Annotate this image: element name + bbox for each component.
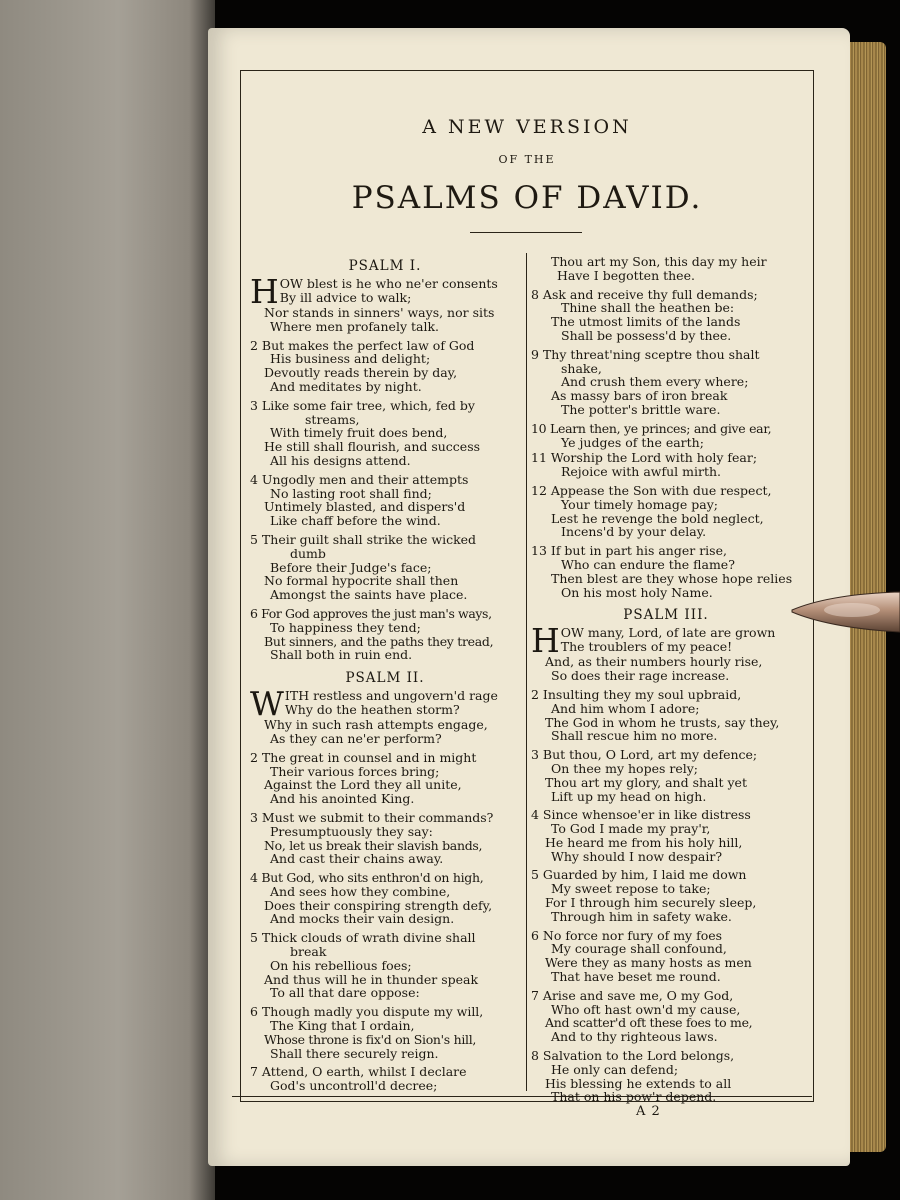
left-column [250, 255, 520, 1098]
verse-line: And, as their numbers hourly rise, [545, 654, 763, 670]
verse-line: Ye judges of the earth; [561, 434, 704, 450]
verse-line: To God I made my pray'r, [551, 821, 711, 837]
verse [531, 451, 801, 479]
verse-line: Amongst the saints have place. [270, 587, 468, 603]
verse-line: So does their rage increase. [551, 668, 730, 684]
verse [531, 1049, 801, 1104]
verse-line: 3 But thou, O Lord, art my defence; [531, 747, 758, 763]
verse-line: ITH restless and ungovern'd rage [284, 688, 498, 704]
verse-line: 10 Learn then, ye princes; and give ear, [531, 420, 772, 436]
verse-line: Where men profanely talk. [270, 318, 440, 334]
verse-line: Against the Lord they all unite, [264, 777, 462, 793]
drop-cap: H [531, 621, 560, 661]
verse-line: The utmost limits of the lands [551, 314, 741, 330]
verse [250, 533, 520, 602]
verse-line: My sweet repose to take; [551, 881, 711, 897]
verse-line: 8 Ask and receive thy full demands; [531, 286, 758, 302]
verse [531, 544, 801, 599]
verse-line: The King that I ordain, [270, 1018, 415, 1034]
verse-line: Before their Judge's face; [270, 559, 432, 575]
verse-line: 6 For God approves the just man's ways, [250, 605, 492, 621]
verse-line: OW many, Lord, of late are grown [560, 625, 776, 641]
verse-line: 3 Must we submit to their commands? [250, 809, 494, 825]
verse-line: streams, [305, 411, 360, 427]
verse-line: 6 No force nor fury of my foes [531, 927, 723, 943]
verse-line: Their various forces bring; [270, 763, 440, 779]
verse-line: Nor stands in sinners' ways, nor sits [264, 305, 495, 320]
verse-line: Through him in safety wake. [551, 908, 732, 924]
verse-line: Who oft hast own'd my cause, [551, 1001, 741, 1017]
verse-line: 2 Insulting they my soul upbraid, [531, 686, 742, 702]
verse [531, 288, 801, 343]
verse [250, 339, 520, 394]
column-divider [526, 253, 527, 1091]
verse-line: dumb [290, 545, 326, 561]
verse-line: His business and delight; [270, 351, 431, 367]
right-column [531, 255, 801, 1109]
verse-line: Why do the heathen storm? [284, 701, 460, 717]
verse-line: 2 But makes the perfect law of God [250, 337, 475, 353]
verse-line: On his rebellious foes; [270, 957, 412, 973]
facing-page [0, 0, 215, 1200]
verse-line: 13 If but in part his anger rise, [531, 543, 727, 559]
verse-line: And thus will he in thunder speak [264, 971, 479, 987]
verse-line: break [290, 944, 327, 960]
verse-line: 5 Guarded by him, I laid me down [531, 867, 747, 883]
verse [531, 484, 801, 539]
drop-cap: H [250, 272, 279, 311]
verse-line: And meditates by night. [270, 378, 422, 394]
verse-line: Thou art my Son, this day my heir [551, 254, 767, 269]
verse-line: 3 Like some fair tree, which, fed by [250, 397, 475, 413]
verse-line: 2 The great in counsel and in might [250, 749, 477, 765]
signature-mark: A 2 [636, 1104, 661, 1119]
verse-line: The troublers of my peace! [560, 639, 733, 655]
verse-line: He only can defend; [551, 1061, 679, 1077]
psalm-heading: PSALM II. [345, 670, 425, 687]
drop-cap: W [250, 684, 284, 724]
verse [250, 684, 520, 746]
verse-line: Incens'd by your delay. [561, 524, 707, 540]
verse-line: Shall rescue him no more. [551, 728, 718, 744]
verse-line: To all that dare oppose: [270, 985, 420, 1001]
verse-line: Your timely homage pay; [561, 496, 718, 512]
title-line-1: A NEW VERSION [422, 116, 632, 138]
verse-line: But sinners, and the paths they tread, [264, 633, 494, 649]
verse-line: And to thy righteous laws. [551, 1029, 718, 1045]
verse-line: No, let us break their slavish bands, [264, 837, 483, 853]
verse [531, 868, 801, 923]
verse-line: 5 Thick clouds of wrath divine shall [250, 930, 476, 946]
verse-line: Who can endure the flame? [561, 556, 735, 572]
verse [250, 1065, 520, 1093]
verse-line: That have beset me round. [551, 969, 721, 985]
verse-line: Were they as many hosts as men [545, 955, 752, 971]
verse-line: His blessing he extends to all [545, 1075, 732, 1091]
verse-line: And sees how they combine, [270, 883, 451, 899]
verse-line: And his anointed King. [270, 791, 415, 807]
verse [250, 399, 520, 468]
verse-line: And mocks their vain design. [270, 911, 455, 927]
verse-line: Does their conspiring strength defy, [264, 897, 493, 913]
verse-line: Why should I now despair? [551, 848, 723, 864]
verse-line: Shall be possess'd by thee. [561, 327, 732, 343]
verse [531, 255, 801, 283]
verse-line: That on his pow'r depend. [551, 1089, 717, 1105]
verse [531, 621, 801, 684]
verse-line: Untimely blasted, and dispers'd [264, 499, 466, 515]
verse-line: And cast their chains away. [270, 851, 444, 867]
title-line-2: OF THE [498, 153, 556, 166]
verse-line: 4 Since whensoe'er in like distress [531, 807, 751, 823]
verse [250, 607, 520, 662]
psalm-heading: PSALM I. [348, 258, 422, 274]
verse [531, 748, 801, 803]
verse [250, 811, 520, 866]
verse-line: Thou art my glory, and shalt yet [545, 774, 747, 790]
verse-line: As massy bars of iron break [551, 388, 728, 404]
verse-line: 6 Though madly you dispute my will, [250, 1004, 484, 1020]
verse-line: On thee my hopes rely; [551, 760, 699, 776]
verse-line: God's uncontroll'd decree; [270, 1078, 438, 1094]
verse-line: Devoutly reads therein by day, [264, 365, 458, 381]
verse-line: shake, [561, 360, 602, 376]
verse-line: 7 Attend, O earth, whilst I declare [250, 1064, 467, 1080]
verse-line: He heard me from his holy hill, [545, 834, 743, 850]
verse-line: The God in whom he trusts, say they, [545, 714, 780, 730]
verse-line: 12 Appease the Son with due respect, [531, 482, 772, 498]
verse-line: Whose throne is fix'd on Sion's hill, [264, 1031, 477, 1047]
verse-line: Have I begotten thee. [557, 267, 695, 283]
verse [531, 989, 801, 1044]
verse-line: And scatter'd oft these foes to me, [545, 1015, 753, 1031]
metal-clasp-pointer [790, 590, 900, 636]
verse-line: To happiness they tend; [270, 619, 421, 635]
verse-line: Presumptuously they say: [270, 823, 433, 839]
verse-line: Lift up my head on high. [551, 788, 707, 804]
verse-line: 5 Their guilt shall strike the wicked [250, 531, 477, 547]
verse-line: Like chaff before the wind. [270, 513, 441, 529]
title-line-3: PSALMS OF DAVID. [351, 180, 703, 216]
verse-line: 7 Arise and save me, O my God, [531, 987, 734, 1003]
verse [531, 929, 801, 984]
verse [531, 422, 801, 450]
verse-line: On his most holy Name. [561, 584, 713, 600]
verse-line: My courage shall confound, [551, 941, 727, 957]
verse-line: For I through him securely sleep, [545, 895, 757, 911]
verse-line: All his designs attend. [270, 452, 411, 468]
verse [531, 348, 801, 417]
verse [250, 871, 520, 926]
verse-line: Rejoice with awful mirth. [561, 464, 721, 480]
verse-line: The potter's brittle ware. [561, 401, 721, 417]
verse [250, 1005, 520, 1060]
title-rule [470, 232, 582, 233]
verse-line: No lasting root shall find; [270, 485, 432, 501]
verse [250, 473, 520, 528]
verse-line: And him whom I adore; [551, 700, 700, 716]
verse [250, 931, 520, 1000]
verse-line: With timely fruit does bend, [270, 425, 448, 441]
verse-line: By ill advice to walk; [279, 289, 412, 305]
verse-line: As they can ne'er perform? [270, 730, 442, 746]
verse [531, 808, 801, 863]
psalm-heading: PSALM III. [623, 607, 709, 624]
verse-line: Thine shall the heathen be: [561, 300, 735, 316]
verse [250, 751, 520, 806]
verse-line: 9 Thy threat'ning sceptre thou shalt [531, 346, 760, 362]
verse-line: He still shall flourish, and success [264, 439, 481, 455]
verse [250, 272, 520, 334]
verse-line: Then blest are they whose hope relies [551, 570, 793, 586]
verse-line: 11 Worship the Lord with holy fear; [531, 450, 758, 466]
verse-line: No formal hypocrite shall then [264, 573, 459, 589]
verse-line: 4 But God, who sits enthron'd on high, [250, 870, 484, 886]
verse-line: 8 Salvation to the Lord belongs, [531, 1048, 735, 1064]
verse-line: Shall both in ruin end. [270, 647, 413, 663]
verse-line: 4 Ungodly men and their attempts [250, 471, 469, 487]
verse-line: And crush them every where; [561, 374, 749, 390]
verse-line: Shall there securely reign. [270, 1045, 439, 1061]
verse-line: Lest he revenge the bold neglect, [551, 510, 764, 526]
verse-line: Why in such rash attempts engage, [264, 717, 488, 733]
verse-line: OW blest is he who ne'er consents [279, 276, 498, 291]
verse [531, 688, 801, 743]
